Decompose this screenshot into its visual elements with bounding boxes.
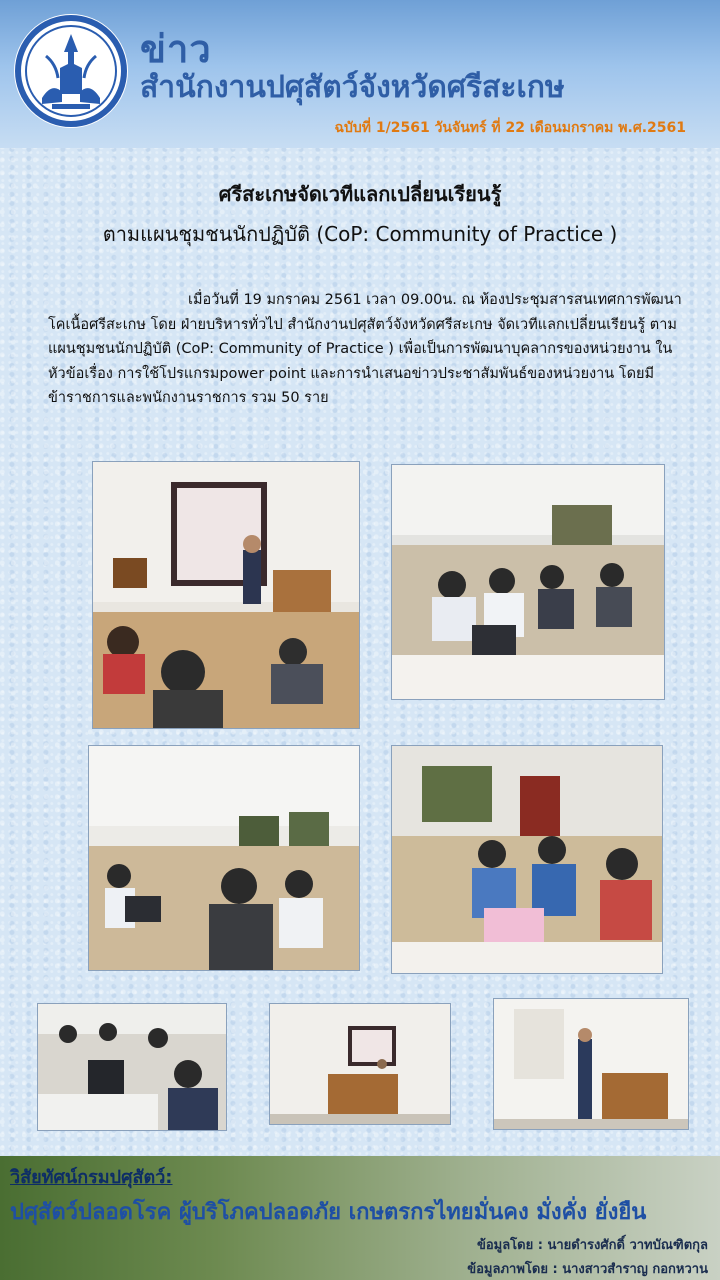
newsletter-header [0, 0, 720, 148]
meeting-room-podium-photo [269, 1003, 451, 1125]
article-title-line1: ศรีสะเกษจัดเวทีแลกเปลี่ยนเรียนรู้ [218, 182, 502, 206]
speaker-presenting-photo [92, 461, 360, 729]
info-credit: ข้อมูลโดย : นายดำรงศักดิ์ วาทบัณฑิตกุล [476, 1238, 708, 1253]
participants-side-view-photo [88, 745, 360, 971]
newsletter-word: ข่าว [140, 27, 212, 71]
article-title-line2: ตามแผนชุมชนนักปฏิบัติ (CoP: Community of Practice ) [102, 222, 618, 246]
vision-footer [0, 1156, 720, 1280]
provincial-seal-icon [12, 12, 130, 130]
speaker-standing-photo [493, 998, 689, 1130]
vision-label: วิสัยทัศน์กรมปศุสัตว์: [10, 1167, 173, 1188]
article-body: เมื่อวันที่ 19 มกราคม 2561 เวลา 09.00น. ณ ห้องประชุมสารสนเทศการพัฒนาโคเนื้อศรีสะเกษ โดย ฝ่ายบริหารทั่วไป สำนักงานปศุสัตว์จังหวัดศรีสะเกษ จัดเวทีแลกเปลี่ยนเรียนรู้ ตามแผนชุมชนนักปฏิบัติ (CoP: Community of Practice ) เพื่อเป็นการพัฒนาบุคลากรของหน่วยงาน ในหัวข้อเรื่อง การใช้โปรแกรมpower point และการนำเสนอข่าวประชาสัมพันธ์ของหน่วยงาน โดยมีข้าราชการและพนักงานราชการ รวม 50 ราย [48, 292, 682, 406]
participants-closeup-photo [37, 1003, 227, 1131]
photo-credit: ข้อมูลภาพโดย : นางสาวสำราญ กอกหวาน [467, 1262, 708, 1277]
vision-statement: ปศุสัตว์ปลอดโรค ผู้บริโภคปลอดภัย เกษตรกรไทยมั่นคง มั่งคั่ง ยั่งยืน [10, 1200, 647, 1225]
participants-front-view-photo [391, 745, 663, 974]
participants-laptops-photo [391, 464, 665, 700]
issue-date: ฉบับที่ 1/2561 วันจันทร์ ที่ 22 เดือนมกราคม พ.ศ.2561 [334, 120, 686, 136]
office-name: สำนักงานปศุสัตว์จังหวัดศรีสะเกษ [140, 70, 565, 105]
